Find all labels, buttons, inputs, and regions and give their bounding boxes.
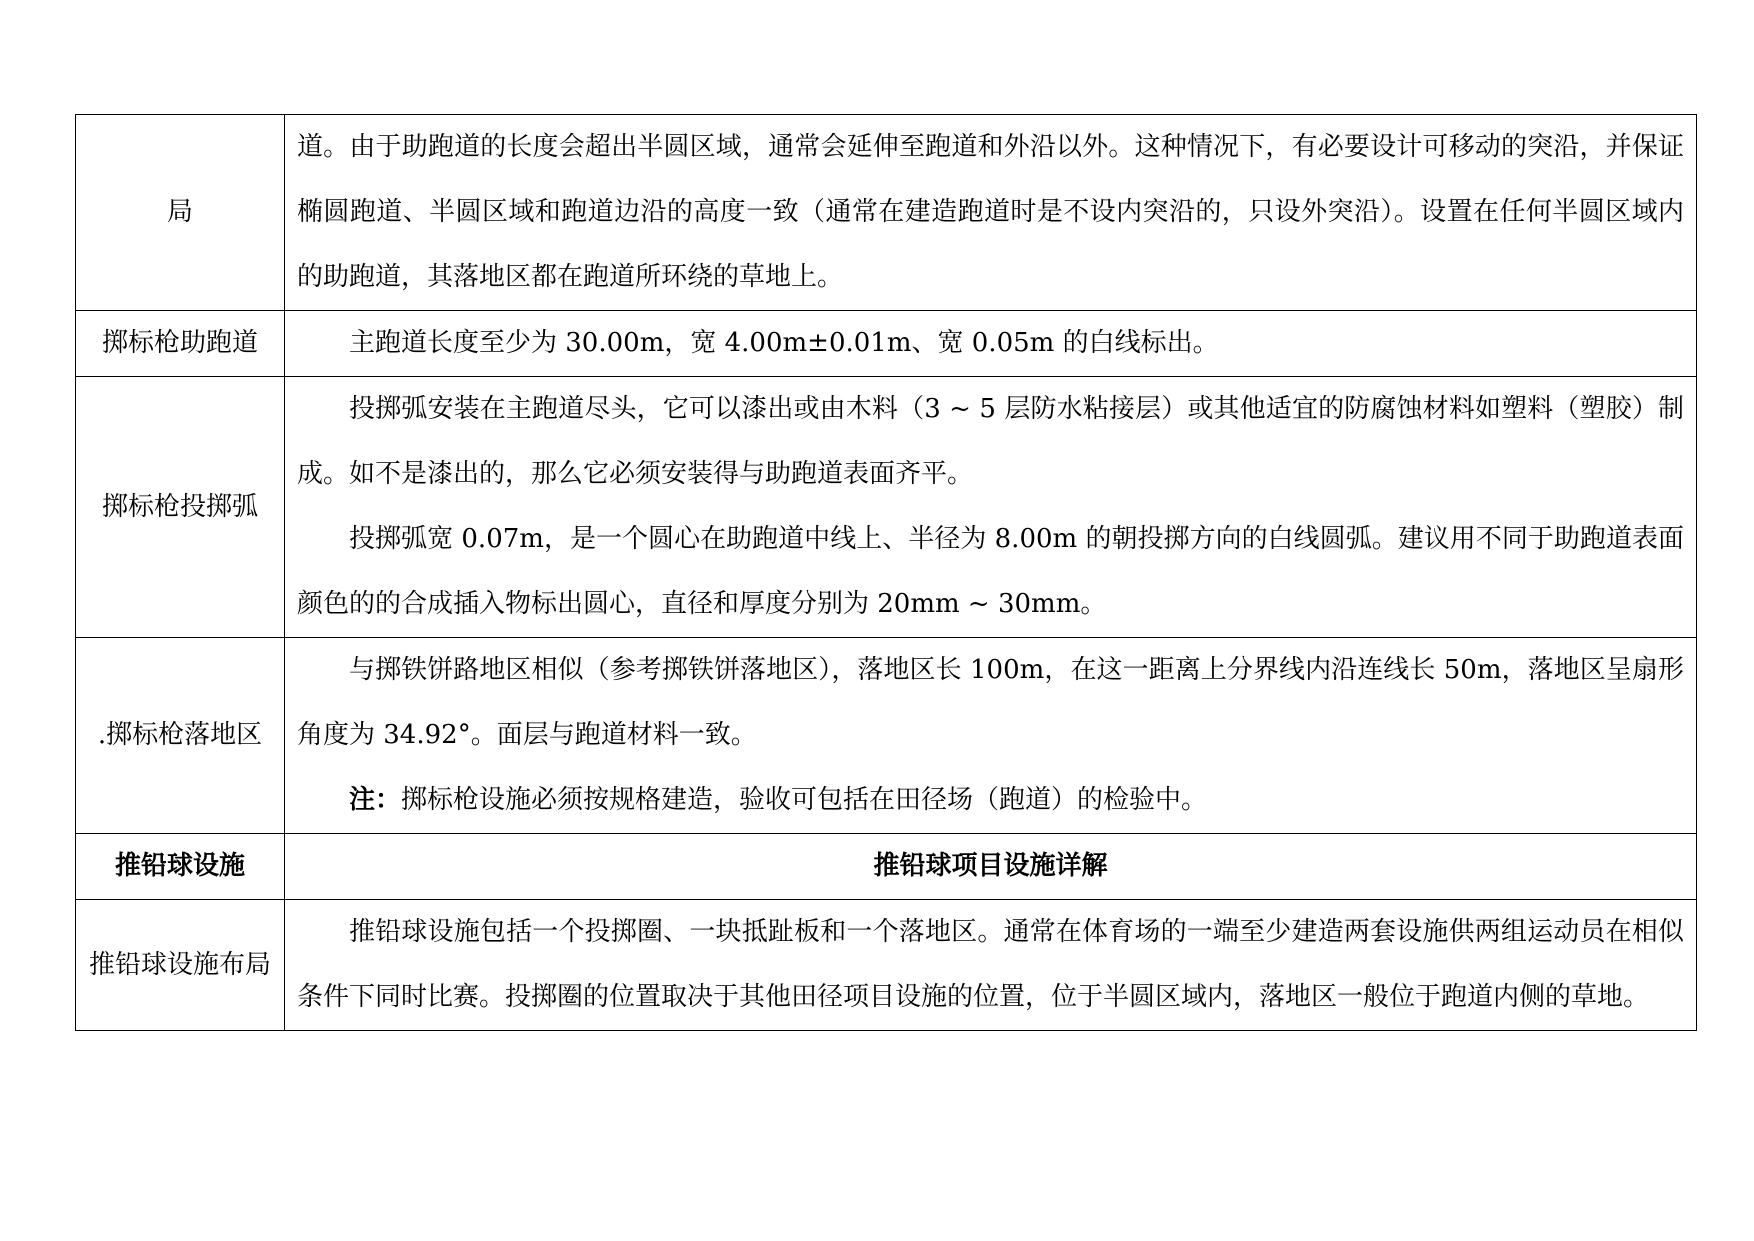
row-label: 掷标枪投掷弧 (76, 377, 285, 638)
row-content (285, 115, 1697, 311)
row-label: 推铅球设施布局 (76, 900, 285, 1031)
table-row (76, 377, 1697, 638)
table-row (76, 834, 1697, 900)
row-label: 掷标枪助跑道 (76, 311, 285, 377)
paragraph: 主跑道长度至少为 30.00m，宽 4.00m±0.01m、宽 0.05m 的白线标出。 (349, 328, 1219, 358)
table-row (76, 311, 1697, 377)
row-label: 推铅球设施 (76, 834, 285, 900)
paragraph: 道。由于助跑道的长度会超出半圆区域，通常会延伸至跑道和外沿以外。这种情况下，有必要设计可移动的突沿，并保证椭圆跑道、半圆区域和跑道边沿的高度一致（通常在建造跑道时是不设内突沿的，只设外突沿）。设置在任何半圆区域内的助跑道，其落地区都在跑道所环绕的草地上。 (297, 132, 1684, 292)
row-content (285, 311, 1697, 377)
note-text: 掷标枪设施必须按规格建造，验收可包括在田径场（跑道）的检验中。 (401, 785, 1208, 815)
row-content (285, 638, 1697, 834)
table-row (76, 900, 1697, 1031)
note-label: 注： (349, 785, 402, 815)
paragraph: 投掷弧宽 0.07m，是一个圆心在助跑道中线上、半径为 8.00m 的朝投掷方向的白线圆弧。建议用不同于助跑道表面颜色的的合成插入物标出圆心，直径和厚度分别为 20mm ~ 30mm。 (297, 524, 1684, 619)
row-label: 局 (76, 115, 285, 311)
table-row (76, 115, 1697, 311)
row-label: .掷标枪落地区 (76, 638, 285, 834)
paragraph: 推铅球设施包括一个投掷圈、一块抵趾板和一个落地区。通常在体育场的一端至少建造两套设施供两组运动员在相似条件下同时比赛。投掷圈的位置取决于其他田径项目设施的位置，位于半圆区域内，落地区一般位于跑道内侧的草地。 (297, 917, 1684, 1012)
paragraph: 投掷弧安装在主跑道尽头，它可以漆出或由木料（3 ~ 5 层防水粘接层）或其他适宜的防腐蚀材料如塑料（塑胶）制成。如不是漆出的，那么它必须安装得与助跑道表面齐平。 (297, 394, 1684, 489)
table-row (76, 638, 1697, 834)
paragraph: 与掷铁饼路地区相似（参考掷铁饼落地区），落地区长 100m，在这一距离上分界线内沿连线长 50m，落地区呈扇形角度为 34.92°。面层与跑道材料一致。 (297, 655, 1684, 750)
row-content (285, 377, 1697, 638)
note-paragraph (297, 768, 1684, 833)
spec-table (75, 114, 1697, 1031)
section-header: 推铅球项目设施详解 (285, 834, 1697, 900)
row-content (285, 900, 1697, 1031)
